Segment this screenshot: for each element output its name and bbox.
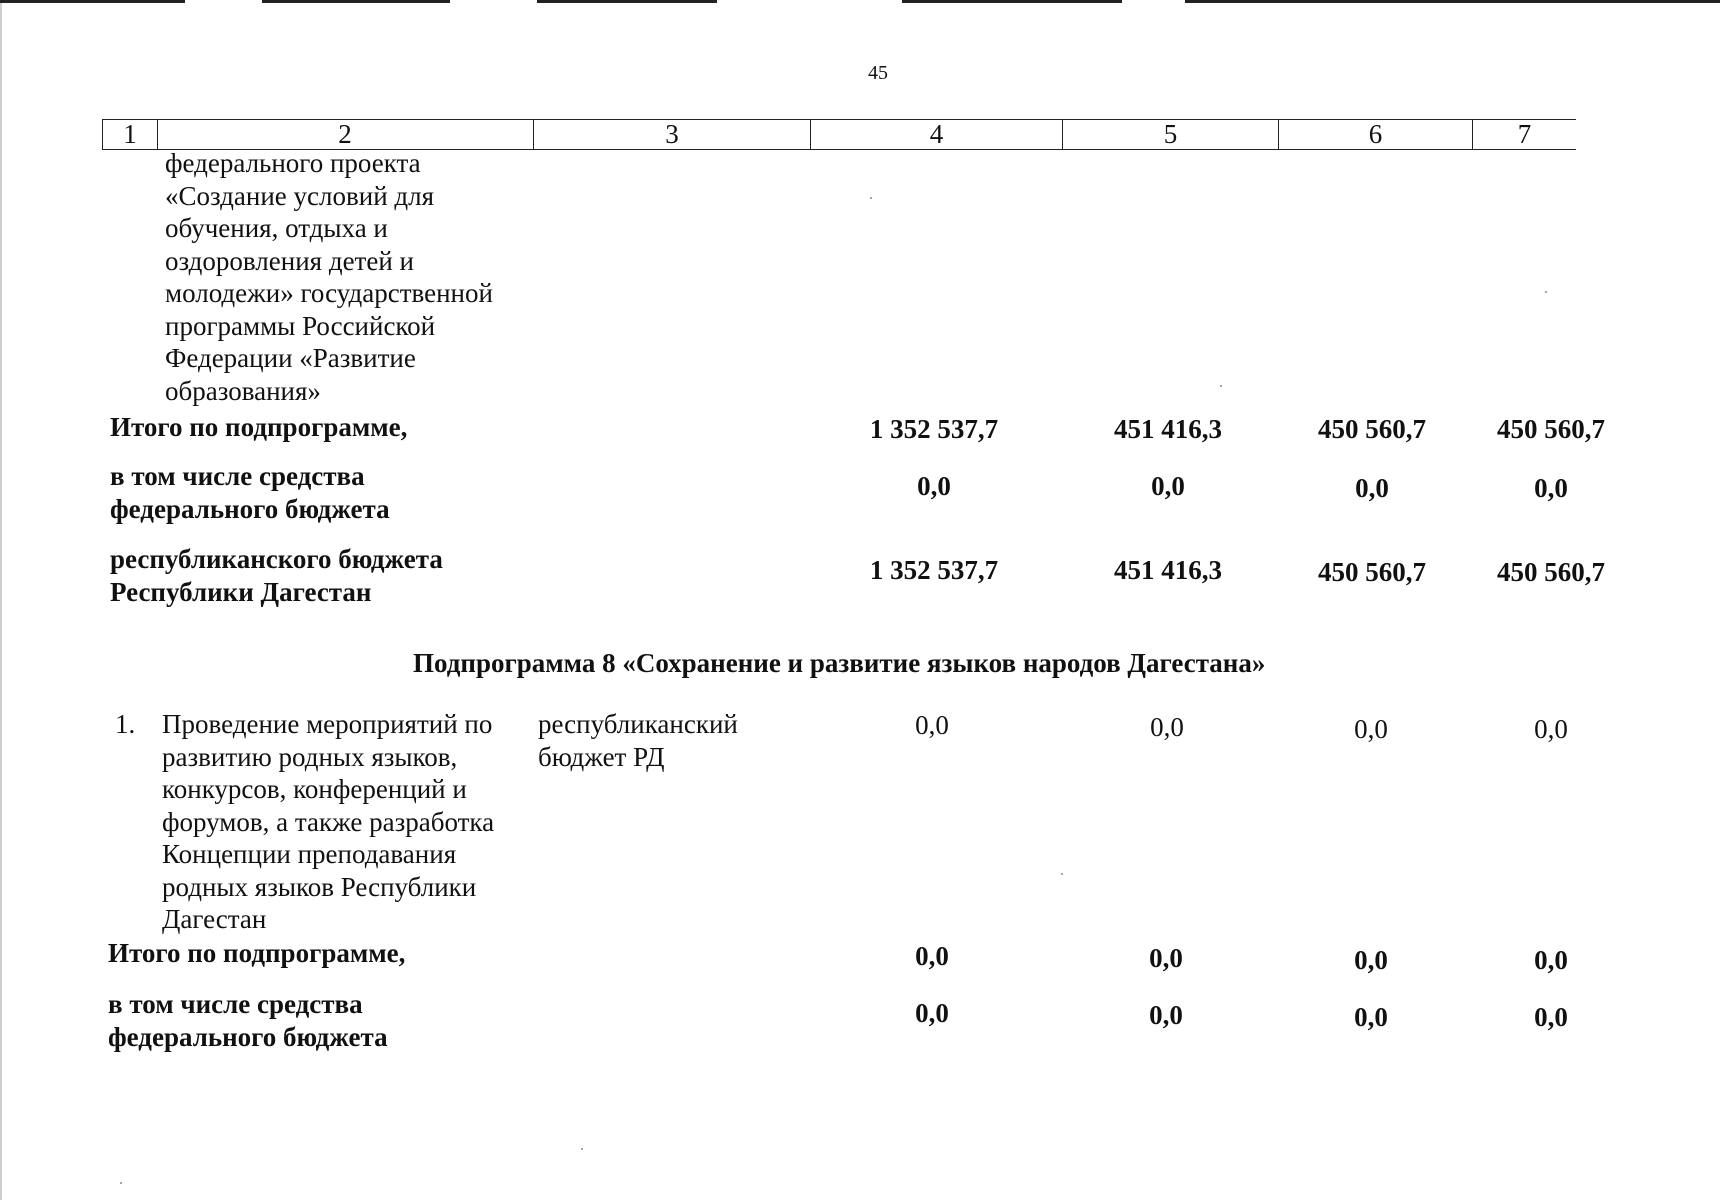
- subtotal-value-5: 451 416,3: [1114, 414, 1222, 444]
- federal-budget-value-5: 0,0: [1151, 471, 1185, 501]
- scan-edge-mark: [0, 0, 185, 3]
- column-header-7: 7: [1517, 119, 1532, 149]
- scan-edge-mark: [537, 0, 717, 3]
- scan-edge-mark: [1185, 0, 1720, 3]
- federal-budget-label: в том числе средства федерального бюджета: [108, 989, 388, 1052]
- scan-speck: [1545, 291, 1547, 293]
- scan-speck: [870, 197, 872, 199]
- subtotal-value-6: 0,0: [1354, 945, 1388, 975]
- republic-budget-label: республиканского бюджета Республики Дагестан: [110, 544, 443, 607]
- subtotal-value-4: 1 352 537,7: [869, 414, 999, 444]
- scan-speck: [581, 1148, 583, 1150]
- subprogram-title: Подпрограмма 8 «Сохранение и развитие языков народов Дагестана»: [413, 648, 1266, 678]
- column-header-2: 2: [157, 120, 534, 149]
- subtotal-value-5: 0,0: [1149, 943, 1183, 973]
- federal-budget-value-4: 0,0: [915, 998, 949, 1028]
- item-value-7: 0,0: [1534, 714, 1568, 744]
- page-number: 45: [868, 62, 888, 84]
- federal-budget-value-6: 0,0: [1355, 473, 1389, 503]
- continued-item-name: федерального проекта «Создание условий для обучения, отдыха и оздоровления детей и молодежи» государственной программы Российской Федерации «Развитие образования»: [165, 148, 493, 406]
- federal-budget-value-7: 0,0: [1534, 473, 1568, 503]
- scan-edge-mark: [902, 0, 1122, 3]
- republic-budget-value-4: 1 352 537,7: [869, 555, 999, 585]
- federal-budget-value-5: 0,0: [1149, 1000, 1183, 1030]
- subtotal-value-6: 450 560,7: [1318, 414, 1426, 444]
- item-value-5: 0,0: [1150, 712, 1184, 742]
- subtotal-value-7: 450 560,7: [1497, 414, 1605, 444]
- table-header-row: [102, 119, 1576, 150]
- federal-budget-value-7: 0,0: [1534, 1002, 1568, 1032]
- item-number: 1.: [115, 709, 136, 739]
- column-header-1: 1: [102, 120, 158, 149]
- subtotal-value-7: 0,0: [1534, 945, 1568, 975]
- scan-border: [0, 0, 2, 1200]
- federal-budget-value-4: 0,0: [917, 471, 951, 501]
- subtotal-value-4: 0,0: [915, 941, 949, 971]
- item-value-4: 0,0: [915, 710, 949, 740]
- column-header-4: 4: [811, 120, 1063, 149]
- column-header-3: 3: [534, 120, 811, 149]
- subtotal-label: Итого по подпрограмме,: [110, 412, 408, 442]
- column-header-5: 5: [1063, 120, 1279, 149]
- republic-budget-value-6: 450 560,7: [1318, 557, 1426, 587]
- republic-budget-value-5: 451 416,3: [1114, 555, 1222, 585]
- column-header-6: 6: [1279, 120, 1473, 149]
- federal-budget-value-6: 0,0: [1354, 1002, 1388, 1032]
- item-funding-source: республиканский бюджет РД: [538, 709, 738, 772]
- federal-budget-label: в том числе средства федерального бюджета: [110, 461, 390, 524]
- item-value-6: 0,0: [1354, 714, 1388, 744]
- republic-budget-value-7: 450 560,7: [1497, 557, 1605, 587]
- scan-speck: [1061, 873, 1063, 875]
- scan-speck: [1220, 385, 1222, 387]
- subtotal-label: Итого по подпрограмме,: [108, 938, 406, 968]
- item-name: Проведение мероприятий по развитию родных языков, конкурсов, конференций и форумов, а также разработка Концепции преподавания родных языков Республики Дагестан: [162, 709, 495, 934]
- scan-edge-mark: [262, 0, 450, 3]
- scan-speck: [120, 1182, 122, 1184]
